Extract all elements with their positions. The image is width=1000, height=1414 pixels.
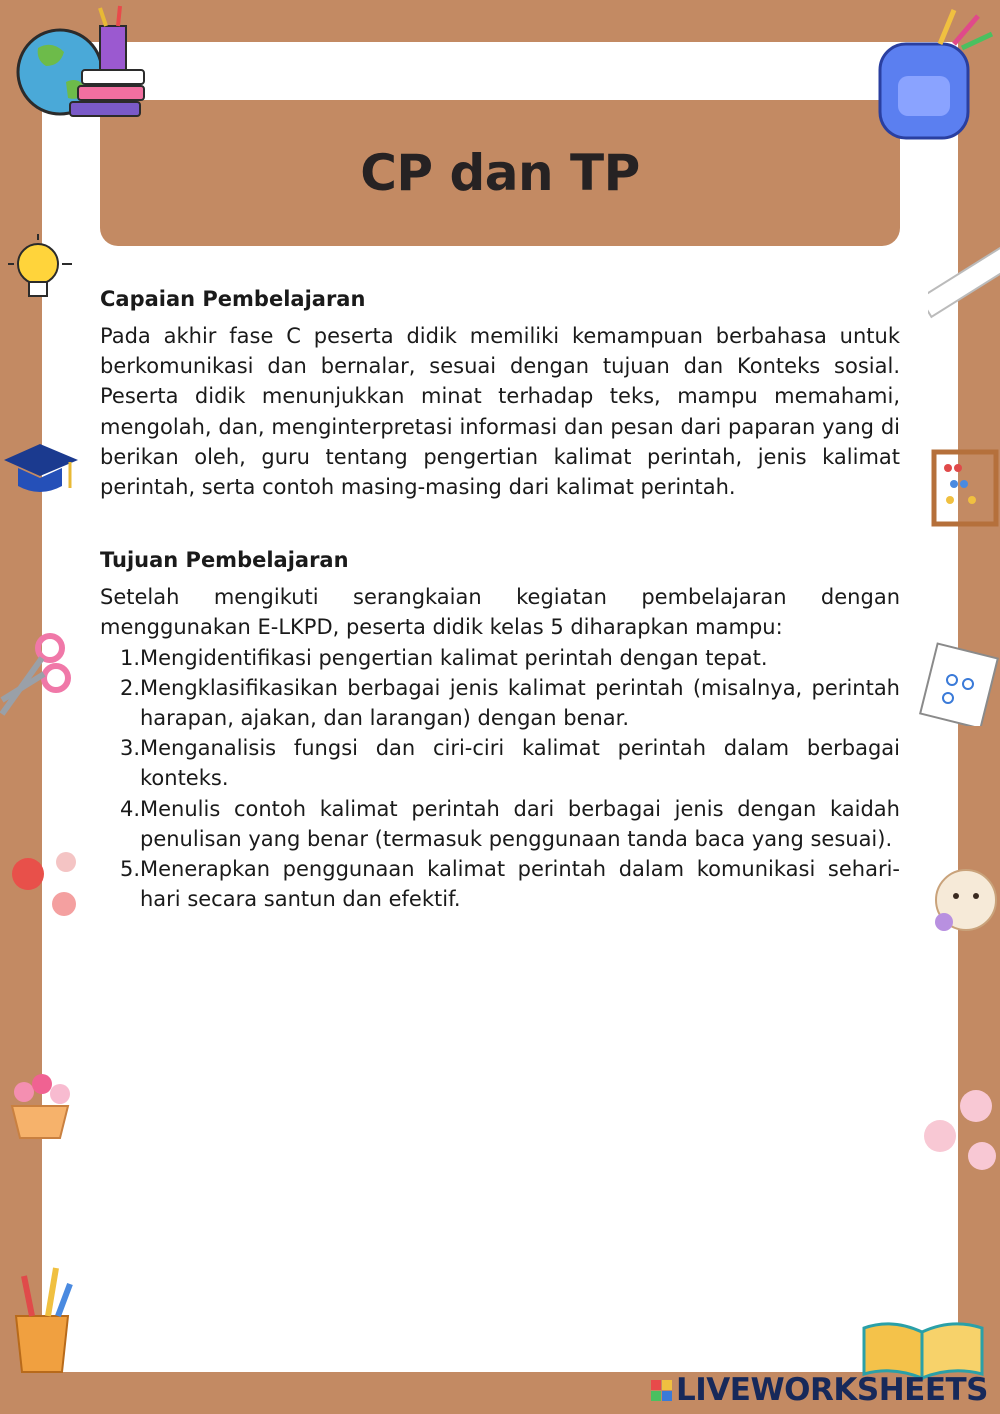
- tujuan-section: [100, 548, 900, 914]
- content: [100, 287, 900, 914]
- watermark-text: LIVEWORKSHEETS: [676, 1372, 988, 1408]
- title-banner: [100, 100, 900, 246]
- list-item: 3. Menganalisis fungsi dan ciri-ciri kalimat perintah dalam berbagai konteks.: [119, 736, 900, 791]
- scissors-icon: [0, 630, 72, 720]
- list-item: 5. Menerapkan penggunaan kalimat perintah dalam komunikasi sehari-hari secara santun dan efektif.: [119, 857, 900, 912]
- list-item: 2. Mengklasifikasikan berbagai jenis kalimat perintah (misalnya, perintah harapan, ajakan, dan larangan) dengan benar.: [119, 675, 900, 731]
- pencil-cup-icon: [4, 1262, 82, 1374]
- abacus-icon: [928, 444, 1000, 530]
- goals-list: [100, 643, 900, 915]
- list-item: 4. Menulis contoh kalimat perintah dari berbagai jenis dengan kaidah penulisan yang benar (termasuk penggunaan tanda baca yang sesuai).: [119, 796, 900, 851]
- ruler-icon: [928, 226, 1000, 320]
- capaian-section: [100, 287, 900, 502]
- lightbulb-icon: [2, 230, 78, 314]
- globe-books-icon: [8, 4, 148, 136]
- flowers-icon: [4, 846, 88, 924]
- bear-icon: [926, 856, 1000, 946]
- tujuan-intro: Setelah mengikuti serangkaian kegiatan pembelajaran dengan menggunakan E-LKPD, peserta didik kelas 5 diharapkan mampu:: [100, 585, 900, 640]
- tujuan-heading: Tujuan Pembelajaran: [100, 548, 349, 573]
- graduation-cap-icon: [0, 430, 82, 514]
- page-title: CP dan TP: [360, 144, 640, 202]
- test-paper-icon: [914, 640, 1000, 726]
- pink-flowers-icon: [916, 1080, 1000, 1176]
- list-item: 1. Mengidentifikasi pengertian kalimat perintah dengan tepat.: [119, 645, 768, 670]
- flower-pot-icon: [2, 1066, 78, 1142]
- liveworksheets-logo-icon: [651, 1380, 672, 1401]
- capaian-heading: Capaian Pembelajaran: [100, 287, 366, 311]
- backpack-icon: [858, 4, 998, 144]
- capaian-text: Pada akhir fase C peserta didik memiliki kemampuan berbahasa untuk berkomunikasi dan bernalar, sesuai dengan tujuan dan Konteks sosial. Peserta didik menunjukkan minat terhadap teks, mampu memahami, mengolah, dan, menginterpretasi informasi dan pesan dari paparan yang di berikan oleh, guru tentang pengertian kalimat perintah, jenis kalimat perintah, serta contoh masing-masing dari kalimat perintah.: [100, 324, 900, 500]
- liveworksheets-watermark: [651, 1372, 988, 1408]
